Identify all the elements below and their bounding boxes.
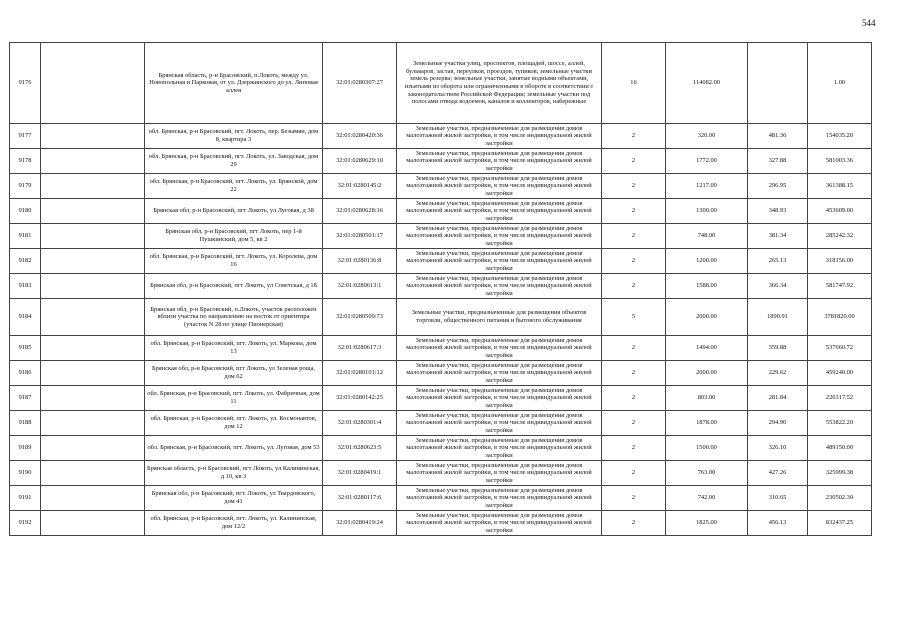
cadastral-value-cell: 154035.20 <box>808 124 872 149</box>
area-cell: 1200.00 <box>666 249 748 274</box>
permitted-use-cell: Земельные участки, предназначенные для размещения домов малоэтажной жилой застройки, в том числе индивидуальной жилой застройки <box>397 411 602 436</box>
address-cell: Брянская обл, р-н Брасовский, пгт Локоть, пер 1-й Пушкинский, дом 5, кв 2 <box>145 224 323 249</box>
row-number-cell: 9192 <box>10 511 41 536</box>
cadastral-value-cell: 489150.00 <box>808 436 872 461</box>
row-number-cell: 9191 <box>10 486 41 511</box>
cadastral-number-cell: 32:01:0280509:73 <box>323 299 397 336</box>
address-cell: обл. Брянская, р-н Брасовский, пгт. Локоть, ул. Королева, дом 16 <box>145 249 323 274</box>
land-plots-table <box>9 42 872 536</box>
category-code-cell: 2 <box>602 436 666 461</box>
table-row <box>10 461 872 486</box>
area-cell: 2000.00 <box>666 299 748 336</box>
specific-value-cell: 326.10 <box>748 436 808 461</box>
page-number: 544 <box>862 18 876 28</box>
empty-cell <box>41 436 145 461</box>
category-code-cell: 2 <box>602 224 666 249</box>
cadastral-number-cell: 32:01:0280419:24 <box>323 511 397 536</box>
permitted-use-cell: Земельные участки, предназначенные для размещения домов малоэтажной жилой застройки, в том числе индивидуальной жилой застройки <box>397 436 602 461</box>
area-cell: 1772.00 <box>666 149 748 174</box>
area-cell: 742.00 <box>666 486 748 511</box>
specific-value-cell: 427.26 <box>748 461 808 486</box>
cadastral-value-cell: 832437.25 <box>808 511 872 536</box>
cadastral-number-cell: 32:01:0280142:25 <box>323 386 397 411</box>
table-row <box>10 299 872 336</box>
specific-value-cell: 281.84 <box>748 386 808 411</box>
category-code-cell: 2 <box>602 199 666 224</box>
cadastral-number-cell: 32:01:0280419:1 <box>323 461 397 486</box>
area-cell: 1500.00 <box>666 436 748 461</box>
table-row <box>10 436 872 461</box>
cadastral-number-cell: 32:01:0280117:6 <box>323 486 397 511</box>
table-row <box>10 336 872 361</box>
permitted-use-cell: Земельные участки, предназначенные для размещения домов малоэтажной жилой застройки, в том числе индивидуальной жилой застройки <box>397 511 602 536</box>
area-cell: 1300.00 <box>666 199 748 224</box>
category-code-cell: 2 <box>602 386 666 411</box>
address-cell: обл. Брянская, р-н Брасовский, пгт. Локоть, ул. Заводская, дом 29 <box>145 149 323 174</box>
row-number-cell: 9181 <box>10 224 41 249</box>
address-cell: обл. Брянская, р-н Брасовский, пгт. Локоть, ул. Маркова, дом 13 <box>145 336 323 361</box>
category-code-cell: 2 <box>602 274 666 299</box>
empty-cell <box>41 336 145 361</box>
cadastral-value-cell: 1.00 <box>808 43 872 124</box>
specific-value-cell: 348.93 <box>748 199 808 224</box>
permitted-use-cell: Земельные участки, предназначенные для размещения домов малоэтажной жилой застройки, в том числе индивидуальной жилой застройки <box>397 461 602 486</box>
empty-cell <box>41 511 145 536</box>
address-cell: обл. Брянская, р-н Брасовский, пгт. Локоть, ул. Фабричная, дом 11 <box>145 386 323 411</box>
table-row <box>10 224 872 249</box>
table-row <box>10 43 872 124</box>
empty-cell <box>41 124 145 149</box>
table-row <box>10 386 872 411</box>
category-code-cell: 2 <box>602 174 666 199</box>
specific-value-cell: 456.13 <box>748 511 808 536</box>
table-row <box>10 486 872 511</box>
area-cell: 748.00 <box>666 224 748 249</box>
category-code-cell: 2 <box>602 249 666 274</box>
cadastral-number-cell: 32:01:0280145:2 <box>323 174 397 199</box>
area-cell: 320.00 <box>666 124 748 149</box>
row-number-cell: 9178 <box>10 149 41 174</box>
cadastral-value-cell: 230502.30 <box>808 486 872 511</box>
area-cell: 1878.00 <box>666 411 748 436</box>
area-cell: 803.00 <box>666 386 748 411</box>
row-number-cell: 9176 <box>10 43 41 124</box>
category-code-cell: 2 <box>602 486 666 511</box>
category-code-cell: 2 <box>602 336 666 361</box>
permitted-use-cell: Земельные участки, предназначенные для размещения домов малоэтажной жилой застройки, в том числе индивидуальной жилой застройки <box>397 224 602 249</box>
category-code-cell: 2 <box>602 511 666 536</box>
cadastral-number-cell: 32:01:0280307:27 <box>323 43 397 124</box>
table-row <box>10 149 872 174</box>
empty-cell <box>41 386 145 411</box>
category-code-cell: 5 <box>602 299 666 336</box>
category-code-cell: 16 <box>602 43 666 124</box>
category-code-cell: 2 <box>602 149 666 174</box>
row-number-cell: 9188 <box>10 411 41 436</box>
table-row <box>10 199 872 224</box>
empty-cell <box>41 299 145 336</box>
permitted-use-cell: Земельные участки, предназначенные для размещения домов малоэтажной жилой застройки, в том числе индивидуальной жилой застройки <box>397 336 602 361</box>
cadastral-number-cell: 32:01:0280623:5 <box>323 436 397 461</box>
cadastral-value-cell: 325999.38 <box>808 461 872 486</box>
empty-cell <box>41 411 145 436</box>
empty-cell <box>41 149 145 174</box>
area-cell: 1494.00 <box>666 336 748 361</box>
permitted-use-cell: Земельные участки улиц, проспектов, площадей, шоссе, аллей, бульваров, застав, переулков, проездов, тупиков; земельные участки земель резерва; земельные участки, занятые водными объектами, изъятыми из оборота или ограниченными в обороте в соответствии с законодательством Российской Федерации; земельные участки под полосами отвода водоемов, каналов и коллекторов, набережные <box>397 43 602 124</box>
row-number-cell: 9187 <box>10 386 41 411</box>
cadastral-value-cell: 3781820.00 <box>808 299 872 336</box>
cadastral-number-cell: 32:01:0280101:12 <box>323 361 397 386</box>
empty-cell <box>41 199 145 224</box>
row-number-cell: 9183 <box>10 274 41 299</box>
area-cell: 1588.00 <box>666 274 748 299</box>
row-number-cell: 9186 <box>10 361 41 386</box>
specific-value-cell: 265.13 <box>748 249 808 274</box>
row-number-cell: 9180 <box>10 199 41 224</box>
address-cell: Брянская обл, р-н Брасовский, пгт. Локоть, ул Твардовского, дом 41 <box>145 486 323 511</box>
address-cell: Брянская обл, р-н Брасовский, п.Локоть, участок расположен вблизи участка по направлению на восток от ориентира (участок N 28 по улице Пионерская) <box>145 299 323 336</box>
empty-cell <box>41 249 145 274</box>
row-number-cell: 9182 <box>10 249 41 274</box>
area-cell: 763.00 <box>666 461 748 486</box>
cadastral-value-cell: 453609.00 <box>808 199 872 224</box>
specific-value-cell: 229.62 <box>748 361 808 386</box>
cadastral-value-cell: 581747.92 <box>808 274 872 299</box>
cadastral-number-cell: 32:01:0280301:4 <box>323 411 397 436</box>
permitted-use-cell: Земельные участки, предназначенные для размещения домов малоэтажной жилой застройки, в том числе индивидуальной жилой застройки <box>397 199 602 224</box>
table-row <box>10 124 872 149</box>
permitted-use-cell: Земельные участки, предназначенные для размещения домов малоэтажной жилой застройки, в том числе индивидуальной жилой застройки <box>397 149 602 174</box>
address-cell: обл. Брянская, р-н Брасовский, пгт. Локоть, ул. Брянской, дом 22 <box>145 174 323 199</box>
specific-value-cell: 327.88 <box>748 149 808 174</box>
category-code-cell: 2 <box>602 411 666 436</box>
category-code-cell: 2 <box>602 461 666 486</box>
table-row <box>10 411 872 436</box>
permitted-use-cell: Земельные участки, предназначенные для размещения домов малоэтажной жилой застройки, в том числе индивидуальной жилой застройки <box>397 386 602 411</box>
area-cell: 1217.00 <box>666 174 748 199</box>
table-row <box>10 174 872 199</box>
table-row <box>10 511 872 536</box>
address-cell: обл. Брянская, р-н Брасовский, пгт. Локоть, ул. Калининская, дом 12/2 <box>145 511 323 536</box>
cadastral-number-cell: 32:01:0280136:8 <box>323 249 397 274</box>
row-number-cell: 9179 <box>10 174 41 199</box>
area-cell: 1825.00 <box>666 511 748 536</box>
table-row <box>10 274 872 299</box>
specific-value-cell: 296.95 <box>748 174 808 199</box>
specific-value-cell: 366.34 <box>748 274 808 299</box>
cadastral-value-cell: 553822.20 <box>808 411 872 436</box>
area-cell: 114082.00 <box>666 43 748 124</box>
permitted-use-cell: Земельные участки, предназначенные для размещения домов малоэтажной жилой застройки, в том числе индивидуальной жилой застройки <box>397 124 602 149</box>
cadastral-number-cell: 32:01:0280613:1 <box>323 274 397 299</box>
category-code-cell: 2 <box>602 124 666 149</box>
address-cell: Брянская область, р-н Брасовский, пгт Локоть, ул Калининская, д 10, кв 3 <box>145 461 323 486</box>
cadastral-value-cell: 459240.00 <box>808 361 872 386</box>
table-body <box>10 43 872 536</box>
cadastral-value-cell: 581003.36 <box>808 149 872 174</box>
permitted-use-cell: Земельные участки, предназначенные для размещения домов малоэтажной жилой застройки, в том числе индивидуальной жилой застройки <box>397 274 602 299</box>
specific-value-cell: 381.34 <box>748 224 808 249</box>
permitted-use-cell: Земельные участки, предназначенные для размещения домов малоэтажной жилой застройки, в том числе индивидуальной жилой застройки <box>397 361 602 386</box>
empty-cell <box>41 486 145 511</box>
empty-cell <box>41 274 145 299</box>
permitted-use-cell: Земельные участки, предназначенные для размещения объектов торговли, общественного питания и бытового обслуживания <box>397 299 602 336</box>
cadastral-number-cell: 32:01:0280617:3 <box>323 336 397 361</box>
address-cell: обл. Брянская, р-н Брасовский, пгт. Локоть, пер. Безымян, дом 8, квартира 3 <box>145 124 323 149</box>
specific-value-cell: 310.65 <box>748 486 808 511</box>
address-cell: Брянская область, р-н Брасовский, п.Локоть, между ул. Новопольная и Парковая, от ул. Дзержинского до ул. Липовая аллея <box>145 43 323 124</box>
table-row <box>10 249 872 274</box>
row-number-cell: 9184 <box>10 299 41 336</box>
empty-cell <box>41 224 145 249</box>
address-cell: обл. Брянская, р-н Брасовский, пгт. Локоть, ул. Космонавтов, дом 12 <box>145 411 323 436</box>
row-number-cell: 9185 <box>10 336 41 361</box>
address-cell: обл. Брянская, р-н Брасовский, пгт. Локоть, ул. Луговая, дом 53 <box>145 436 323 461</box>
row-number-cell: 9190 <box>10 461 41 486</box>
cadastral-value-cell: 537660.72 <box>808 336 872 361</box>
table-row <box>10 361 872 386</box>
specific-value-cell: 1890.91 <box>748 299 808 336</box>
cadastral-value-cell: 361388.15 <box>808 174 872 199</box>
row-number-cell: 9177 <box>10 124 41 149</box>
address-cell: Брянская обл, р-н Брасовский, пгт Локоть, ул Советская, д 18 <box>145 274 323 299</box>
cadastral-number-cell: 32:01:0280420:36 <box>323 124 397 149</box>
area-cell: 2000.00 <box>666 361 748 386</box>
empty-cell <box>41 174 145 199</box>
address-cell: Брянская обл, р-н Брасовский, пгт Локоть, ул Зеленая роща, дом 62 <box>145 361 323 386</box>
cadastral-number-cell: 32:01:0280628:16 <box>323 199 397 224</box>
cadastral-value-cell: 318156.00 <box>808 249 872 274</box>
specific-value-cell: 481.36 <box>748 124 808 149</box>
category-code-cell: 2 <box>602 361 666 386</box>
cadastral-value-cell: 226317.52 <box>808 386 872 411</box>
permitted-use-cell: Земельные участки, предназначенные для размещения домов малоэтажной жилой застройки, в том числе индивидуальной жилой застройки <box>397 486 602 511</box>
address-cell: Брянская обл, р-н Брасовский, пгт Локоть, ул Луговая, д 38 <box>145 199 323 224</box>
cadastral-value-cell: 285242.32 <box>808 224 872 249</box>
empty-cell <box>41 43 145 124</box>
specific-value-cell: 359.88 <box>748 336 808 361</box>
specific-value-cell <box>748 43 808 124</box>
cadastral-number-cell: 32:01:0280629:10 <box>323 149 397 174</box>
permitted-use-cell: Земельные участки, предназначенные для размещения домов малоэтажной жилой застройки, в том числе индивидуальной жилой застройки <box>397 174 602 199</box>
cadastral-number-cell: 32:01:0280501:17 <box>323 224 397 249</box>
empty-cell <box>41 461 145 486</box>
row-number-cell: 9189 <box>10 436 41 461</box>
specific-value-cell: 294.90 <box>748 411 808 436</box>
permitted-use-cell: Земельные участки, предназначенные для размещения домов малоэтажной жилой застройки, в том числе индивидуальной жилой застройки <box>397 249 602 274</box>
empty-cell <box>41 361 145 386</box>
